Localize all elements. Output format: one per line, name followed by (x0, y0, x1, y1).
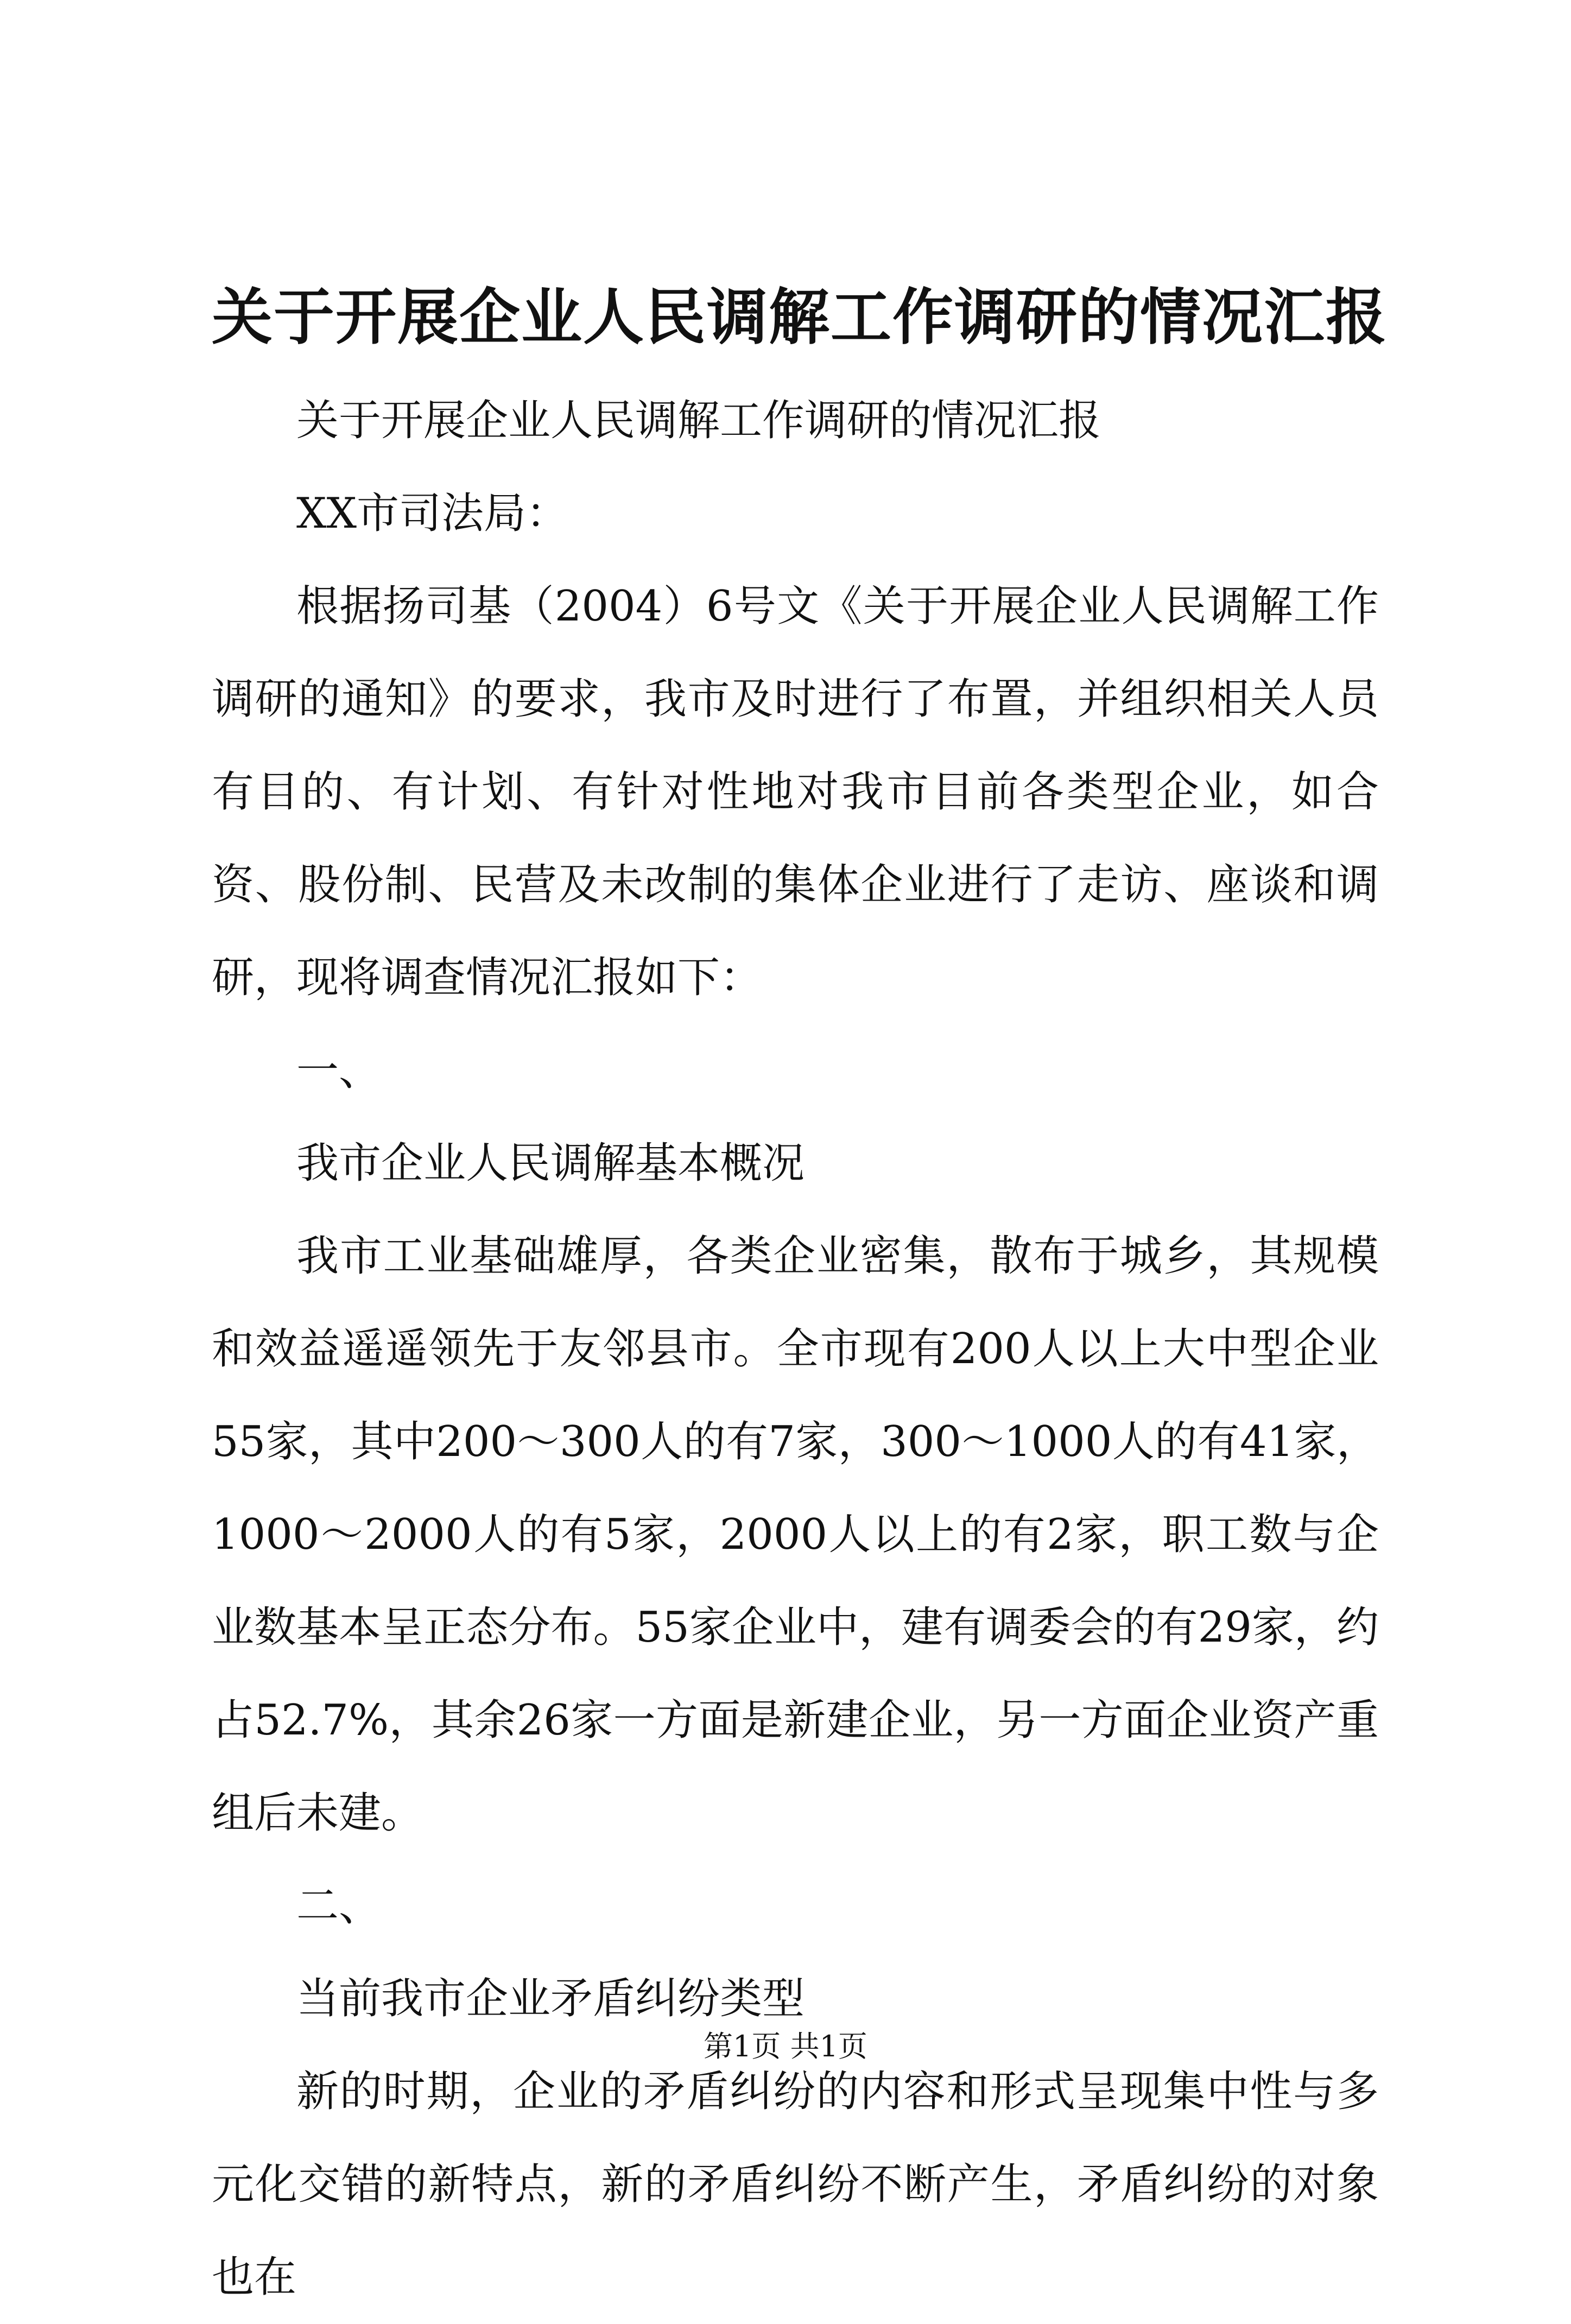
paragraph-addressee: XX市司法局： (296, 489, 569, 538)
document-title: 关于开展企业人民调解工作调研的情况汇报 (212, 282, 1388, 353)
paragraph-intro: 根据扬司基（2004）6号文《关于开展企业人民调解工作调研的通知》的要求，我市及时进行了布置，并组织相关人员有目的、有计划、有针对性地对我市目前各类型企业，如合资、股份制、民营及未改制的集体企业进行了走访、座谈和调研，现将调查情况汇报如下： (212, 582, 1379, 1002)
paragraph-subtitle: 关于开展企业人民调解工作调研的情况汇报 (296, 396, 1101, 445)
section-number-2: 二、 (296, 1882, 382, 1930)
paragraph-dispute-types: 新的时期，企业的矛盾纠纷的内容和形式呈现集中性与多元化交错的新特点，新的矛盾纠纷不断产生，矛盾纠纷的对象也在 (212, 2067, 1379, 2302)
section-heading-1: 我市企业人民调解基本概况 (296, 1139, 805, 1188)
paragraph-overview: 我市工业基础雄厚，各类企业密集，散布于城乡，其规模和效益遥遥领先于友邻县市。全市现有200人以上大中型企业55家，其中200～300人的有7家，300～1000人的有41家，1000～2000人的有5家，2000人以上的有2家，职工数与企业数基本呈正态分布。55家企业中，建有调委会的有29家，约占52.7%，其余26家一方面是新建企业，另一方面企业资产重组后未建。 (212, 1232, 1379, 1838)
section-number-1: 一、 (296, 1046, 382, 1095)
page-footer: 第1页 共1页 (704, 2029, 867, 2063)
section-heading-2: 当前我市企业矛盾纠纷类型 (296, 1974, 805, 2023)
